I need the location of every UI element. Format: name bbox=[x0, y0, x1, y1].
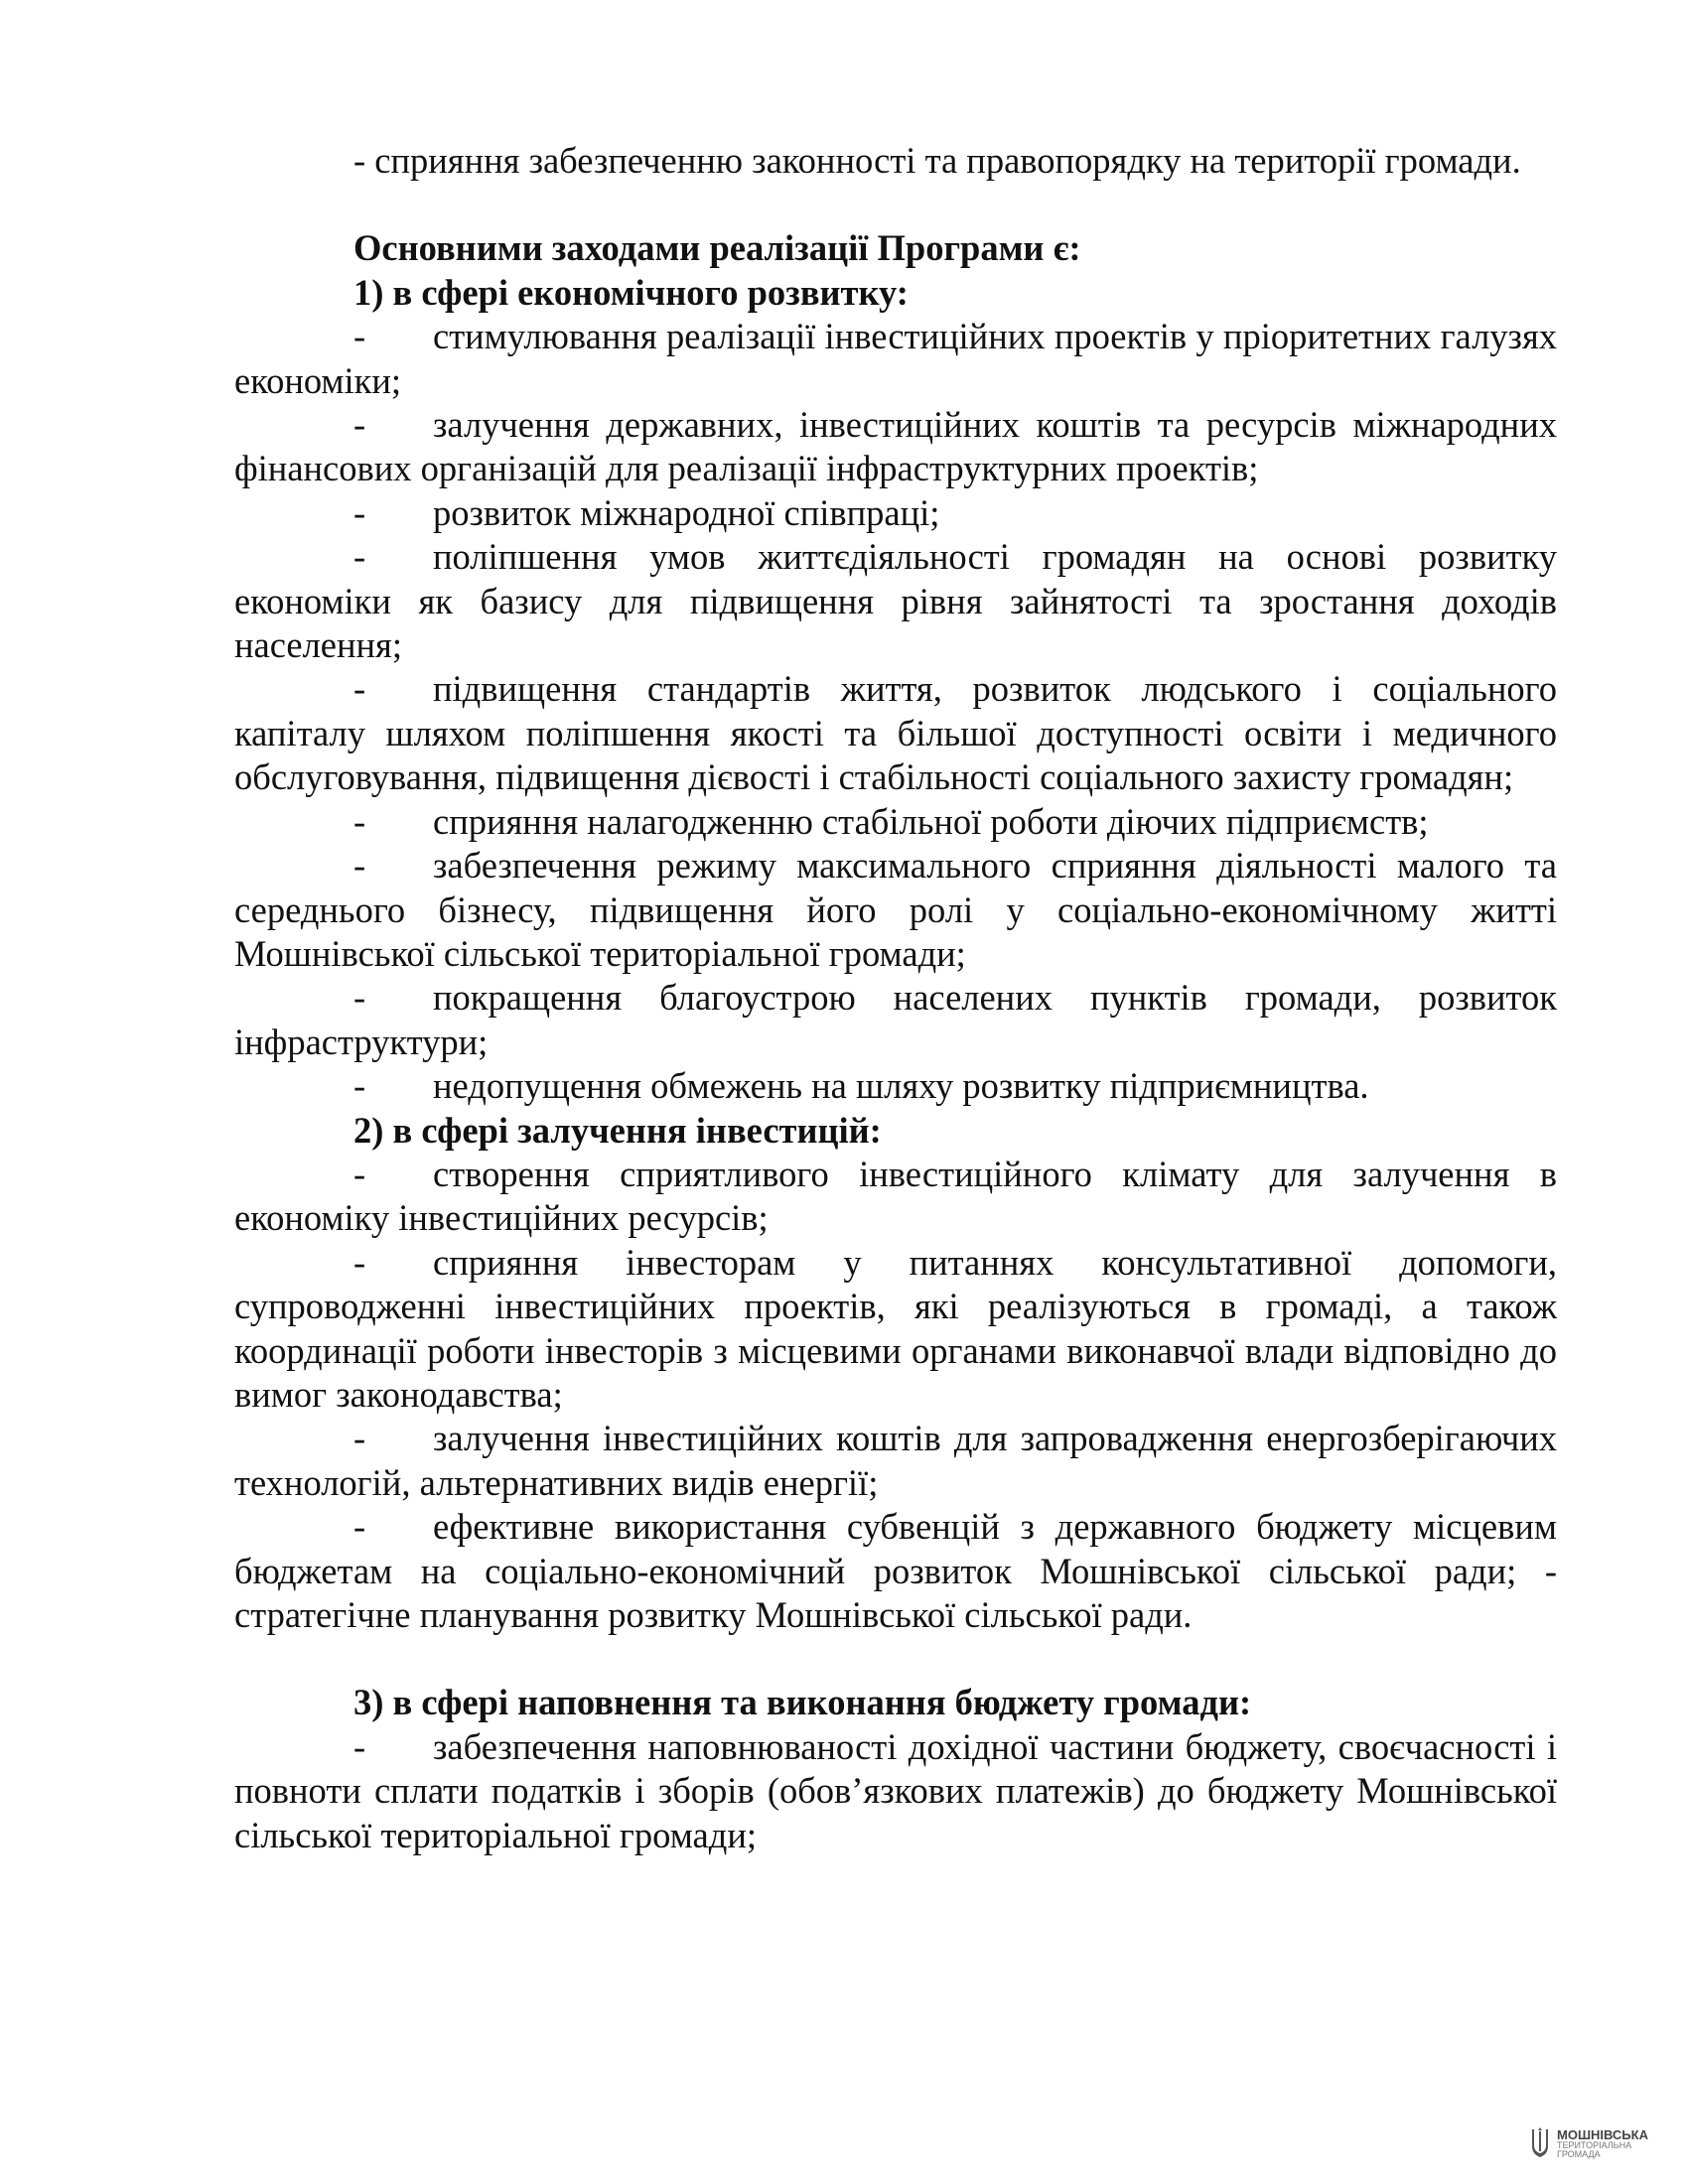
list-item bbox=[234, 491, 1557, 535]
list-item-text: створення сприятливого інвестиційного клімату для залучення в економіку інвестиційних ресурсів; bbox=[234, 1153, 1557, 1239]
bullet-dash: - bbox=[353, 1725, 366, 1767]
section-title: 2) в сфері залучення інвестицій: bbox=[353, 1109, 882, 1151]
list-item-text: поліпшення умов життєдіяльності громадян на основі розвитку економіки як базису для підвищення рівня зайнятості та зростання доходів населення; bbox=[234, 536, 1557, 666]
bullet-dash: - bbox=[353, 668, 366, 710]
list-item bbox=[234, 1505, 1557, 1637]
list-item-text: підвищення стандартів життя, розвиток людського і соціального капіталу шляхом поліпшення якості та більшої доступності освіти і медичного обслуговування, підвищення дієвості і стабільності соціального захисту громадян; bbox=[234, 668, 1557, 798]
list-item bbox=[234, 844, 1557, 976]
list-item-text: недопущення обмежень на шляху розвитку підприємництва. bbox=[433, 1065, 1369, 1107]
trident-icon bbox=[1529, 2127, 1551, 2159]
logo-line2: ТЕРИТОРІАЛЬНА bbox=[1557, 2139, 1632, 2150]
bullet-dash: - bbox=[353, 1153, 366, 1194]
document-page bbox=[234, 139, 1557, 1857]
intro-paragraph bbox=[234, 139, 1557, 183]
list-item-text: сприяння налагодженню стабільної роботи діючих підприємств; bbox=[433, 800, 1429, 842]
list-item bbox=[234, 1725, 1557, 1857]
bullet-dash: - bbox=[353, 1418, 366, 1459]
logo-line3: ГРОМАДА bbox=[1557, 2148, 1601, 2159]
list-item bbox=[234, 800, 1557, 844]
list-item-text: забезпечення режиму максимального сприяння діяльності малого та середнього бізнесу, підвищення його ролі у соціально-економічному житті Мошнівської сільської територіальної громади; bbox=[234, 845, 1557, 974]
list-item bbox=[234, 1417, 1557, 1505]
list-item-text: сприяння інвесторам у питаннях консультативної допомоги, супроводженні інвестиційних проектів, які реалізуються в громаді, а також координації роботи інвесторів з місцевими органами виконавчої влади відповідно до вимог законодавства; bbox=[234, 1241, 1557, 1415]
logo-line1: МОШНІВСЬКА bbox=[1557, 2126, 1648, 2142]
bullet-dash: - bbox=[353, 1506, 366, 1548]
intro-text: сприяння забезпеченню законності та правопорядку на території громади. bbox=[374, 140, 1521, 181]
bullet-dash: - bbox=[353, 845, 366, 887]
list-item bbox=[234, 1064, 1557, 1108]
list-item-text: стимулювання реалізації інвестиційних проектів у пріоритетних галузях економіки; bbox=[234, 316, 1557, 401]
list-item bbox=[234, 1153, 1557, 1241]
list-item bbox=[234, 976, 1557, 1064]
bullet-dash: - bbox=[353, 800, 366, 842]
section-title: 1) в сфері економічного розвитку: bbox=[353, 271, 909, 313]
section-title: 3) в сфері наповнення та виконання бюджету громади: bbox=[353, 1682, 1252, 1723]
list-item bbox=[234, 403, 1557, 491]
list-item bbox=[234, 535, 1557, 667]
bullet-dash: - bbox=[353, 404, 366, 446]
list-item bbox=[234, 1241, 1557, 1418]
bullet-dash: - bbox=[353, 977, 366, 1019]
bullet-dash: - bbox=[353, 316, 366, 357]
list-item-text: ефективне використання субвенцій з державного бюджету місцевим бюджетам на соціально-економічний розвиток Мошнівської сільської ради; - стратегічне планування розвитку Мошнівської сільської ради. bbox=[234, 1506, 1557, 1635]
bullet-dash: - bbox=[353, 1065, 366, 1107]
list-item-text: залучення державних, інвестиційних коштів та ресурсів міжнародних фінансових організацій для реалізації інфраструктурних проектів; bbox=[234, 404, 1557, 489]
heading: Основними заходами реалізації Програми є: bbox=[353, 227, 1081, 269]
intro-dash: - bbox=[353, 140, 366, 181]
list-item-text: забезпечення наповнюваності дохідної частини бюджету, своєчасності і повноти сплати податків і зборів (обов’язкових платежів) до бюджету Мошнівської сільської територіальної громади; bbox=[234, 1725, 1557, 1855]
list-item-text: розвиток міжнародної співпраці; bbox=[433, 491, 940, 533]
bullet-dash: - bbox=[353, 491, 366, 533]
list-item bbox=[234, 667, 1557, 799]
community-logo bbox=[1529, 2118, 1648, 2168]
list-item-text: покращення благоустрою населених пунктів громади, розвиток інфраструктури; bbox=[234, 977, 1557, 1062]
bullet-dash: - bbox=[353, 536, 366, 578]
bullet-dash: - bbox=[353, 1241, 366, 1283]
list-item bbox=[234, 315, 1557, 403]
list-item-text: залучення інвестиційних коштів для запровадження енергозберігаючих технологій, альтернативних видів енергії; bbox=[234, 1418, 1557, 1503]
